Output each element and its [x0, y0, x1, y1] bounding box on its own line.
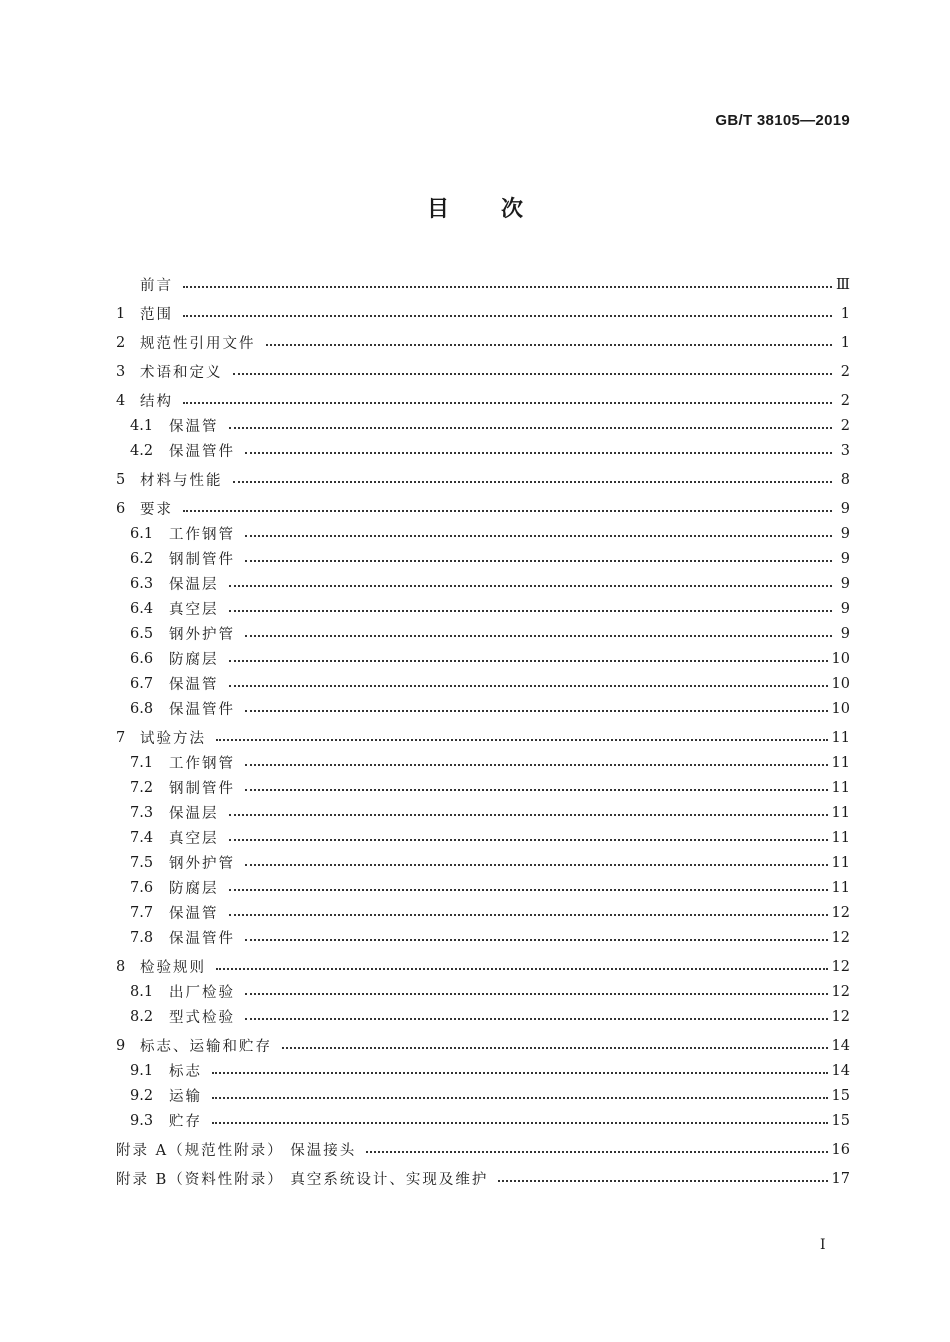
toc-entry-title: 检验规则: [140, 960, 206, 976]
dot-leader: [229, 913, 828, 916]
toc-entry-page: 11: [831, 854, 850, 871]
toc-entry[interactable]: [116, 301, 850, 326]
toc-entry-page: 12: [831, 904, 850, 921]
toc-entry-page: 17: [831, 1170, 850, 1187]
toc-entry-title: 防腐层: [169, 881, 219, 897]
toc-entry[interactable]: [116, 1033, 850, 1058]
toc-entry-number: 8.2: [130, 1008, 154, 1025]
toc-entry[interactable]: [116, 413, 850, 438]
toc-entry[interactable]: [116, 1004, 850, 1029]
toc-entry-title: 钢外护管: [169, 856, 235, 872]
toc-entry-title: 运输: [169, 1089, 202, 1105]
toc-entry-page: 10: [831, 650, 850, 667]
toc-entry[interactable]: [116, 330, 850, 355]
toc-entry[interactable]: [116, 1108, 850, 1133]
dot-leader: [245, 788, 828, 791]
dot-leader: [245, 534, 832, 537]
toc-entry-title: 真空层: [169, 602, 219, 618]
toc-entry-number: 4.1: [130, 417, 154, 434]
toc-entry-number: 4.2: [130, 442, 154, 459]
toc-entry-number: 7.1: [130, 754, 154, 771]
toc-entry-number: 7.3: [130, 804, 154, 821]
dot-leader: [183, 509, 832, 512]
toc-entry-number: 8.1: [130, 983, 154, 1000]
toc-entry[interactable]: [116, 546, 850, 571]
toc-entry-number: 6.8: [130, 700, 154, 717]
toc-entry-page: 11: [831, 879, 850, 896]
toc-entry-title: 保温管件: [169, 702, 235, 718]
toc-entry-page: 3: [840, 442, 850, 459]
toc-entry-number: 9.1: [130, 1062, 154, 1079]
dot-leader: [183, 314, 832, 317]
toc-entry-page: 14: [831, 1037, 850, 1054]
toc-entry-title: 防腐层: [169, 652, 219, 668]
title-char-2: 次: [501, 197, 524, 222]
toc-entry-title: 保温管: [169, 906, 219, 922]
toc-entry-number: 6.6: [130, 650, 154, 667]
toc-entry-number: 4: [116, 392, 126, 409]
toc-entry-title: 术语和定义: [140, 365, 223, 381]
dot-leader: [245, 559, 832, 562]
dot-leader: [245, 938, 828, 941]
toc-entry[interactable]: [116, 979, 850, 1004]
toc-entry-page: 15: [831, 1112, 850, 1129]
toc-entry-page: 16: [831, 1141, 850, 1158]
toc-entry-page: 9: [840, 600, 850, 617]
toc-entry[interactable]: [116, 875, 850, 900]
toc-entry[interactable]: [116, 359, 850, 384]
toc-entry-title: 工作钢管: [169, 527, 235, 543]
toc-entry[interactable]: [116, 750, 850, 775]
toc-entry[interactable]: [116, 775, 850, 800]
toc-entry-page: 12: [831, 1008, 850, 1025]
toc-entry-title: 保温管: [169, 677, 219, 693]
dot-leader: [498, 1179, 827, 1182]
toc-entry-page: 2: [840, 417, 850, 434]
toc-entry[interactable]: [116, 725, 850, 750]
toc-entry-title: 保温管件: [169, 931, 235, 947]
toc-entry-title: 前言: [140, 278, 173, 294]
toc-entry-page: 12: [831, 929, 850, 946]
standard-code: GB/T 38105—2019: [715, 112, 850, 129]
toc-entry-title: 钢制管件: [169, 552, 235, 568]
dot-leader: [229, 684, 828, 687]
toc-entry-number: 7.5: [130, 854, 154, 871]
dot-leader: [229, 838, 828, 841]
dot-leader: [229, 813, 828, 816]
toc-entry-title: 结构: [140, 394, 173, 410]
toc-entry[interactable]: [116, 1083, 850, 1108]
toc-entry-number: 6.3: [130, 575, 154, 592]
toc-entry-number: 6.1: [130, 525, 154, 542]
toc-entry-page: 10: [831, 675, 850, 692]
toc-entry[interactable]: [116, 850, 850, 875]
toc-entry-number: 6: [116, 500, 126, 517]
toc-entry-title: 要求: [140, 502, 173, 518]
dot-leader: [245, 763, 828, 766]
toc-entry-title: 真空层: [169, 831, 219, 847]
toc-entry[interactable]: [116, 571, 850, 596]
toc-entry-number: 9: [116, 1037, 126, 1054]
toc-entry-title: 贮存: [169, 1114, 202, 1130]
dot-leader: [229, 609, 833, 612]
toc-entry[interactable]: [116, 1166, 850, 1191]
toc-entry-page: 9: [840, 525, 850, 542]
toc-entry-number: 9.2: [130, 1087, 154, 1104]
toc-entry-number: 9.3: [130, 1112, 154, 1129]
toc-entry-number: 2: [116, 334, 126, 351]
dot-leader: [266, 343, 833, 346]
toc-entry[interactable]: [116, 467, 850, 492]
dot-leader: [245, 1017, 828, 1020]
dot-leader: [212, 1096, 828, 1099]
dot-leader: [229, 584, 833, 587]
dot-leader: [183, 401, 832, 404]
toc-entry[interactable]: [116, 696, 850, 721]
dot-leader: [245, 992, 828, 995]
toc-entry[interactable]: [116, 388, 850, 413]
toc-entry[interactable]: [116, 621, 850, 646]
dot-leader: [233, 372, 833, 375]
toc-entry[interactable]: [116, 596, 850, 621]
dot-leader: [245, 863, 828, 866]
toc-entry[interactable]: [116, 272, 850, 297]
toc-entry[interactable]: [116, 671, 850, 696]
toc-entry[interactable]: [116, 954, 850, 979]
toc-entry-title: 标志: [169, 1064, 202, 1080]
toc-entry-page: 2: [840, 392, 850, 409]
toc-entry-number: 7.6: [130, 879, 154, 896]
dot-leader: [229, 888, 828, 891]
toc-entry-title: 保温层: [169, 577, 219, 593]
toc-entry-title: 保温管: [169, 419, 219, 435]
page-number: I: [820, 1237, 826, 1253]
toc-entry-page: 11: [831, 754, 850, 771]
toc-entry-number: 6.5: [130, 625, 154, 642]
toc-entry[interactable]: [116, 438, 850, 463]
toc-entry-title: 附录 B（资料性附录） 真空系统设计、实现及维护: [116, 1172, 489, 1188]
toc-entry-title: 标志、运输和贮存: [140, 1039, 272, 1055]
toc-entry[interactable]: [116, 900, 850, 925]
toc-entry[interactable]: [116, 646, 850, 671]
toc-entry-number: 7.2: [130, 779, 154, 796]
dot-leader: [245, 451, 832, 454]
toc-entry-page: 1: [840, 305, 850, 322]
toc-entry-number: 1: [116, 305, 126, 322]
toc-entry-page: 11: [831, 729, 850, 746]
toc-entry-page: 1: [840, 334, 850, 351]
dot-leader: [245, 709, 828, 712]
toc-entry-number: 7.7: [130, 904, 154, 921]
toc-entry-title: 规范性引用文件: [140, 336, 256, 352]
toc-entry-number: 7.8: [130, 929, 154, 946]
toc-entry-number: 5: [116, 471, 126, 488]
page-title: [0, 192, 950, 223]
title-char-1: 目: [426, 197, 449, 222]
toc-entry-number: 6.4: [130, 600, 154, 617]
dot-leader: [233, 480, 833, 483]
toc-entry-page: 9: [840, 625, 850, 642]
toc-entry-title: 保温层: [169, 806, 219, 822]
toc-entry-title: 试验方法: [140, 731, 206, 747]
toc-entry-title: 工作钢管: [169, 756, 235, 772]
toc-entry-title: 型式检验: [169, 1010, 235, 1026]
toc-entry-number: 3: [116, 363, 126, 380]
toc-entry-page: 10: [831, 700, 850, 717]
toc-entry-number: 6.7: [130, 675, 154, 692]
toc-entry-title: 范围: [140, 307, 173, 323]
toc-entry-title: 保温管件: [169, 444, 235, 460]
toc-entry-page: 8: [840, 471, 850, 488]
dot-leader: [216, 967, 828, 970]
toc-entry-number: 6.2: [130, 550, 154, 567]
toc-entry[interactable]: [116, 1058, 850, 1083]
toc-entry-page: 11: [831, 779, 850, 796]
toc-entry-title: 附录 A（规范性附录） 保温接头: [116, 1143, 357, 1159]
toc-entry-page: Ⅲ: [836, 276, 850, 293]
toc-entry-page: 9: [840, 500, 850, 517]
toc-entry[interactable]: [116, 800, 850, 825]
toc-entry-page: 14: [831, 1062, 850, 1079]
dot-leader: [282, 1046, 828, 1049]
toc-entry[interactable]: [116, 1137, 850, 1162]
dot-leader: [229, 659, 828, 662]
toc-entry-page: 15: [831, 1087, 850, 1104]
dot-leader: [229, 426, 833, 429]
dot-leader: [245, 634, 832, 637]
dot-leader: [183, 285, 832, 288]
toc-entry-title: 出厂检验: [169, 985, 235, 1001]
toc-entry-title: 钢外护管: [169, 627, 235, 643]
toc-entry-number: 7.4: [130, 829, 154, 846]
toc-entry-page: 2: [840, 363, 850, 380]
toc-entry-page: 12: [831, 958, 850, 975]
dot-leader: [216, 738, 828, 741]
toc-entry-number: 8: [116, 958, 126, 975]
dot-leader: [366, 1150, 827, 1153]
toc-entry[interactable]: [116, 496, 850, 521]
dot-leader: [212, 1121, 828, 1124]
table-of-contents: [116, 272, 850, 1191]
toc-entry-number: 7: [116, 729, 126, 746]
toc-entry-page: 12: [831, 983, 850, 1000]
toc-entry-title: 材料与性能: [140, 473, 223, 489]
toc-entry-title: 钢制管件: [169, 781, 235, 797]
toc-entry-page: 11: [831, 804, 850, 821]
toc-entry-page: 9: [840, 550, 850, 567]
toc-entry-page: 11: [831, 829, 850, 846]
toc-entry[interactable]: [116, 521, 850, 546]
toc-entry[interactable]: [116, 925, 850, 950]
toc-entry-page: 9: [840, 575, 850, 592]
toc-entry[interactable]: [116, 825, 850, 850]
dot-leader: [212, 1071, 828, 1074]
